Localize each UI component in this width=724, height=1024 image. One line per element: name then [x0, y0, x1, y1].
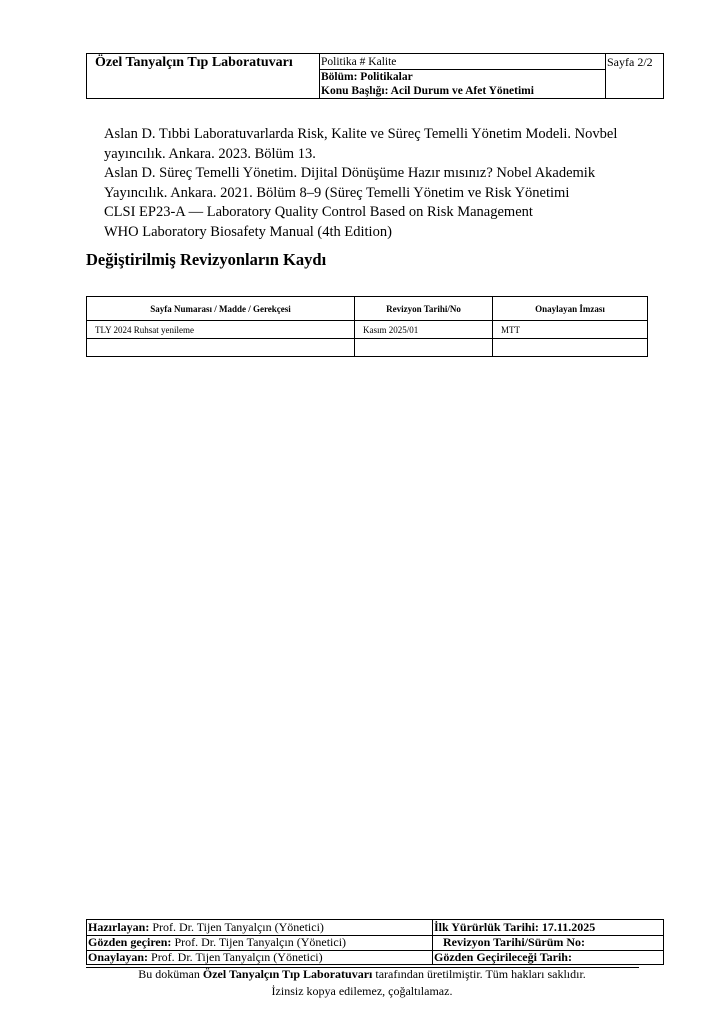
table-cell: [493, 339, 648, 357]
footer-row: [87, 920, 663, 936]
references-list: [104, 125, 644, 242]
revision-section-title: Değiştirilmiş Revizyonların Kaydı: [86, 250, 327, 269]
header-lab-cell: [87, 54, 320, 98]
footer-row: [87, 935, 663, 951]
table-cell: TLY 2024 Ruhsat yenileme: [87, 321, 355, 339]
page-number: Sayfa 2/2: [607, 55, 653, 69]
reviewed-value: Prof. Dr. Tijen Tanyalçın (Yönetici): [171, 935, 347, 949]
table-cell: Kasım 2025/01: [355, 321, 493, 339]
next-review-date: Gözden Geçirileceği Tarih:: [432, 950, 665, 965]
header-info-cell: [319, 54, 606, 98]
prepared-value: Prof. Dr. Tijen Tanyalçın (Yönetici): [149, 920, 324, 934]
copy-restriction-note: İzinsiz kopya edilemez, çoğaltılamaz.: [271, 984, 453, 998]
reviewed-by: [88, 935, 346, 950]
revision-table: [86, 296, 648, 357]
reference-item: CLSI EP23-A — Laboratory Quality Control Based on Risk Management: [104, 204, 533, 220]
topic-line: Konu Başlığı: Acil Durum ve Afet Yönetimi: [321, 85, 534, 97]
section-line: Bölüm: Politikalar: [321, 71, 413, 83]
table-header-row: [87, 297, 648, 321]
copyright-lab-name: Özel Tanyalçın Tıp Laboratuvarı: [202, 967, 373, 981]
approved-by: [88, 950, 323, 965]
document-header: [86, 53, 664, 99]
table-row: [87, 321, 648, 339]
first-effective-date: İlk Yürürlük Tarihi: 17.11.2025: [432, 920, 665, 935]
table-row: [87, 339, 648, 357]
header-page-cell: [605, 54, 663, 98]
reviewed-label: Gözden geçiren:: [88, 935, 172, 949]
footer-row: [87, 950, 663, 965]
approved-label: Onaylayan:: [88, 950, 149, 964]
prepared-by: [88, 920, 324, 935]
document-footer: [86, 919, 664, 965]
approved-value: Prof. Dr. Tijen Tanyalçın (Yönetici): [148, 950, 323, 964]
column-header: Onaylayan İmzası: [493, 297, 648, 321]
policy-line: Politika # Kalite: [319, 54, 605, 70]
prepared-label: Hazırlayan:: [88, 920, 150, 934]
reference-item: Aslan D. Süreç Temelli Yönetim. Dijital Dönüşüme Hazır mısınız? Nobel Akademik Yayıncılık. Ankara. 2021. Bölüm 8–9 (Süreç Temelli Yönetim ve Risk Yönetimi: [104, 165, 596, 201]
column-header: Revizyon Tarihi/No: [355, 297, 493, 321]
table-cell: MTT: [493, 321, 648, 339]
copyright-note: Bu doküman Özel Tanyalçın Tıp Laboratuvarı tarafından üretilmiştir. Tüm hakları saklıdır.: [138, 967, 586, 981]
reference-item: Aslan D. Tıbbi Laboratuvarlarda Risk, Kalite ve Süreç Temelli Yönetim Modeli. Novbel yayıncılık. Ankara. 2023. Bölüm 13.: [104, 126, 618, 162]
table-cell: [355, 339, 493, 357]
revision-date: Revizyon Tarihi/Sürüm No:: [432, 935, 665, 950]
table-cell: [87, 339, 355, 357]
column-header: Sayfa Numarası / Madde / Gerekçesi: [87, 297, 355, 321]
lab-name: Özel Tanyalçın Tıp Laboratuvarı: [95, 55, 293, 70]
reference-item: WHO Laboratory Biosafety Manual (4th Edition): [104, 223, 392, 240]
